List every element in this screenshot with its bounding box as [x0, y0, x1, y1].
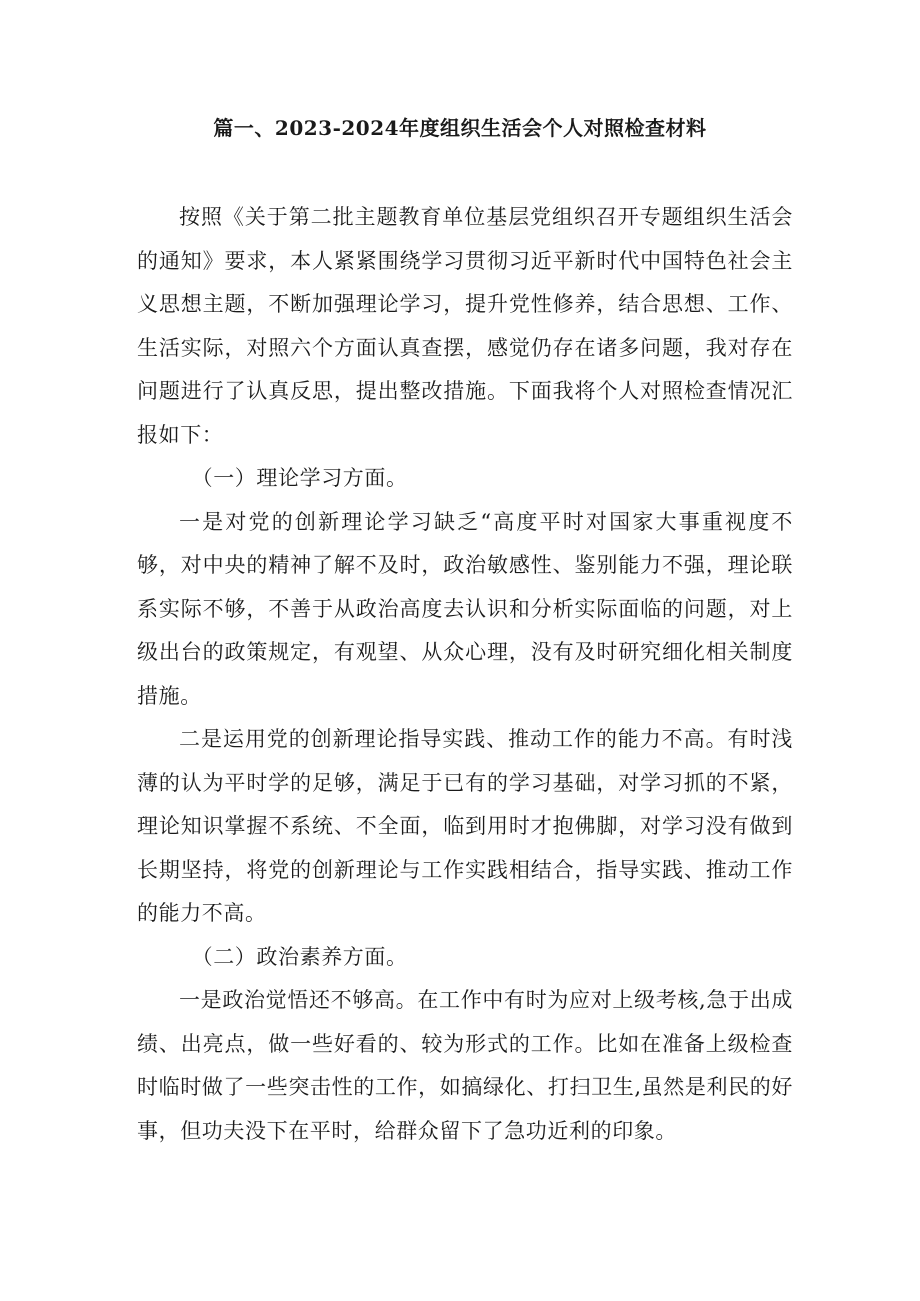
political-literacy-paragraph-1: 一是政治觉悟还不够高。在工作中有时为应对上级考核,急于出成绩、出亮点，做一些好看的、较为形式的工作。比如在准备上级检查时临时做了一些突击性的工作，如搞绿化、打扫卫生,虽然是利民的好事，但功夫没下在平时，给群众留下了急功近利的印象。 [137, 988, 793, 1143]
document-body [137, 196, 793, 1153]
intro-paragraph: 按照《关于第二批主题教育单位基层党组织召开专题组织生活会的通知》要求，本人紧紧围绕学习贯彻习近平新时代中国特色社会主义思想主题，不断加强理论学习，提升党性修养，结合思想、工作、生活实际，对照六个方面认真查摆，感觉仍存在诸多问题，我对存在问题进行了认真反思，提出整改措施。下面我将个人对照检查情况汇报如下： [137, 205, 793, 447]
theory-study-paragraph-2: 二是运用党的创新理论指导实践、推动工作的能力不高。有时浅薄的认为平时学的足够，满足于已有的学习基础，对学习抓的不紧，理论知识掌握不系统、不全面，临到用时才抱佛脚，对学习没有做到长期坚持，将党的创新理论与工作实践相结合，指导实践、推动工作的能力不高。 [137, 727, 793, 925]
section-heading-political-literacy: （二）政治素养方面。 [191, 944, 408, 969]
section-heading-theory-study: （一）理论学习方面。 [191, 466, 408, 490]
document-title: 篇一、2023-2024年度组织生活会个人对照检查材料 [213, 116, 707, 140]
theory-study-paragraph-1: 一是对党的创新理论学习缺乏“高度平时对国家大事重视度不够，对中央的精神了解不及时，政治敏感性、鉴别能力不强，理论联系实际不够，不善于从政治高度去认识和分析实际面临的问题，对上级出台的政策规定，有观望、从众心理，没有及时研究细化相关制度措施。 [137, 509, 793, 708]
